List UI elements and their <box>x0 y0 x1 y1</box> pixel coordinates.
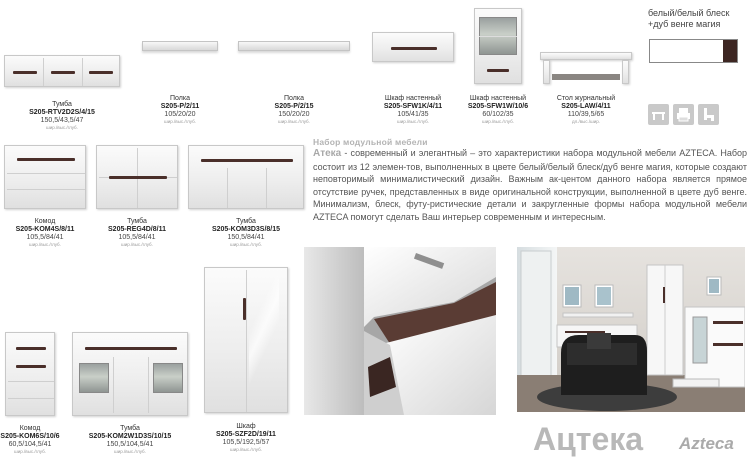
brand-title: Ацтека <box>533 421 644 457</box>
item-dims: 105/41/35 <box>397 111 429 118</box>
item-dims-note: шир./выс./глуб. <box>230 447 262 452</box>
print-icon[interactable] <box>673 104 694 125</box>
chair-feature-icon <box>698 104 719 125</box>
product-chest-kom6s[interactable] <box>0 330 60 460</box>
item-name: Тумба <box>52 101 72 108</box>
item-dims-note: шир./выс./глуб. <box>230 242 262 247</box>
cabinet-kom2w1d3s-image <box>72 332 188 416</box>
item-dims: 150/20/20 <box>278 111 310 118</box>
item-dims: 105/20/20 <box>164 111 196 118</box>
product-tv-stand-rtv[interactable] <box>4 52 120 130</box>
item-name: Стол журнальный <box>556 95 616 102</box>
product-cabinet-kom3d3s[interactable] <box>188 143 304 247</box>
item-dims: 105,5/192,5/57 <box>222 439 270 446</box>
color-note-line1: белый/белый блеск <box>648 8 730 18</box>
item-code: S205-KOM3D3S/8/15 <box>211 226 281 233</box>
product-wall-cabinet-sfw1k[interactable] <box>372 30 454 124</box>
cabinet-reg4d-image <box>96 145 178 209</box>
cabinet-kom3d3s-image <box>188 145 304 209</box>
item-code: S205-KOM4S/8/11 <box>15 226 75 233</box>
item-name: Тумба <box>127 218 147 225</box>
item-code: S205-RTV2D2S/4/15 <box>29 109 95 116</box>
color-note <box>648 8 729 30</box>
detail-photo <box>304 247 496 415</box>
wall-cabinet-sfw1k-image <box>372 32 454 62</box>
item-name: Полка <box>170 95 190 102</box>
product-cabinet-reg4d[interactable] <box>96 143 178 247</box>
coffee-table-image <box>540 52 632 86</box>
item-code: S205-REG4D/8/11 <box>108 226 166 233</box>
chest-kom4s-image <box>4 145 86 209</box>
chest-kom6s-image <box>5 332 55 416</box>
item-name: Тумба <box>120 425 140 432</box>
wardrobe-szf2d-image <box>204 267 288 413</box>
item-code: S205-KOM6S/10/6 <box>0 433 60 440</box>
item-dims: 150,5/84/41 <box>227 234 265 241</box>
item-dims-note: шир./выс./глуб. <box>278 119 310 124</box>
item-name: Шкаф <box>236 423 256 430</box>
color-note-line2: +дуб венге магия <box>648 19 721 29</box>
room-photo <box>517 247 745 412</box>
item-dims: 150,5/104,5/41 <box>106 441 154 448</box>
item-dims-note: шир./выс./глуб. <box>164 119 196 124</box>
item-code: S205-SFW1K/4/11 <box>383 103 443 110</box>
item-dims: 60/102/35 <box>482 111 514 118</box>
item-code: S205-SFW1W/10/6 <box>467 103 529 110</box>
shelf-105-image <box>142 41 218 51</box>
item-dims-note: шир./выс./глуб. <box>114 449 146 454</box>
item-code: S205-LAW/4/11 <box>561 103 611 110</box>
brand-subtitle: Azteca <box>679 434 734 453</box>
table-feature-icon <box>648 104 669 125</box>
wall-cabinet-sfw1w-image <box>474 8 522 84</box>
item-dims: 105,5/84/41 <box>26 234 64 241</box>
item-name: Шкаф настенный <box>469 95 527 102</box>
item-name: Комод <box>34 218 56 225</box>
description-body: - современный и элегантный – это характеристики набора модульной мебели AZTECA. Набор состоит из 12 элемен-тов, выполненных в цвете белый/белый блеск/дуб венге магия, которые создают неповторимый минималистический дизайн. Важным ак-центом данного набора является прямое отсутствие ручек, представленных в виде оригинальной конструкции, выполненной в цвете дуб венге. Минимализм, блеск, футу-ристические детали и закругленные формы набора модульной мебели AZTECA помогут сделать Ваш интерьер современным и интересным. <box>313 148 747 222</box>
item-dims-note: шир./выс./глуб. <box>121 242 153 247</box>
item-dims-note: шир./выс./глуб. <box>29 242 61 247</box>
color-swatch <box>649 39 738 63</box>
item-code: S205-P/2/11 <box>160 103 200 110</box>
description-text <box>313 147 747 223</box>
item-code: S205-P/2/15 <box>274 103 314 110</box>
shelf-150-image <box>238 41 350 51</box>
item-name: Полка <box>284 95 304 102</box>
item-name: Тумба <box>236 218 256 225</box>
feature-icons <box>648 104 719 125</box>
item-dims: 60,5/104,5/41 <box>8 441 52 448</box>
product-shelf-105[interactable] <box>140 38 220 124</box>
description-brand-word: Aтeкa <box>313 148 342 159</box>
item-dims-note: шир./выс./глуб. <box>397 119 429 124</box>
product-wardrobe-szf2d[interactable] <box>204 264 288 460</box>
item-code: S205-KOM2W1D3S/10/15 <box>88 433 172 440</box>
product-cabinet-kom2w1d3s[interactable] <box>72 330 188 460</box>
tv-stand-rtv-image <box>4 55 120 87</box>
item-name: Комод <box>19 425 41 432</box>
product-chest-kom4s[interactable] <box>4 143 86 247</box>
item-code: S205-SZF2D/19/11 <box>216 431 276 438</box>
description-title: Набор модульной мебели <box>313 137 428 147</box>
product-coffee-table[interactable] <box>540 48 632 124</box>
item-dims-note: дл./выс./шир. <box>571 119 601 124</box>
item-name: Шкаф настенный <box>384 95 442 102</box>
item-dims: 110/39,5/65 <box>567 111 605 118</box>
item-dims: 105,5/84/41 <box>118 234 156 241</box>
item-dims-note: шир./выс./глуб. <box>46 125 78 130</box>
product-shelf-150[interactable] <box>236 38 352 124</box>
item-dims-note: шир./выс./глуб. <box>482 119 514 124</box>
item-dims-note: шир./выс./глуб. <box>14 449 46 454</box>
item-dims: 150,5/43,5/47 <box>40 117 84 124</box>
product-wall-cabinet-sfw1w[interactable] <box>467 6 529 124</box>
